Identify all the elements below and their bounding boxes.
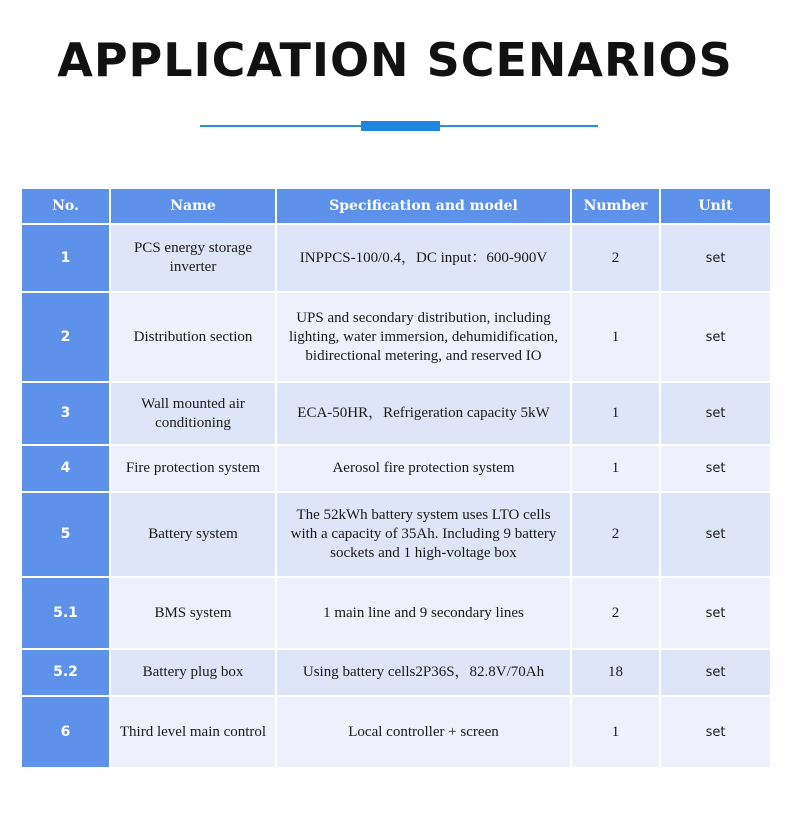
- row-name: Battery plug box: [110, 649, 276, 696]
- row-no: 6: [21, 696, 110, 768]
- table-row: [21, 577, 771, 649]
- row-number: 1: [571, 445, 660, 492]
- row-no: 5.1: [21, 577, 110, 649]
- title-divider-accent: [361, 121, 440, 131]
- table-row: [21, 292, 771, 382]
- row-unit: set: [660, 445, 771, 492]
- row-name: Distribution section: [110, 292, 276, 382]
- row-name: PCS energy storage inverter: [110, 224, 276, 292]
- row-number: 18: [571, 649, 660, 696]
- row-name: Battery system: [110, 492, 276, 577]
- header-name: Name: [110, 188, 276, 224]
- row-number: 1: [571, 292, 660, 382]
- row-number: 1: [571, 382, 660, 445]
- row-spec: Using battery cells2P36S，82.8V/70Ah: [276, 649, 571, 696]
- row-unit: set: [660, 492, 771, 577]
- table-row: [21, 696, 771, 768]
- row-no: 4: [21, 445, 110, 492]
- row-unit: set: [660, 649, 771, 696]
- row-name: BMS system: [110, 577, 276, 649]
- header-number: Number: [571, 188, 660, 224]
- row-number: 2: [571, 224, 660, 292]
- row-spec: INPPCS-100/0.4，DC input：600-900V: [276, 224, 571, 292]
- table-row: [21, 649, 771, 696]
- specification-table: [20, 187, 772, 769]
- row-name: Fire protection system: [110, 445, 276, 492]
- header-unit: Unit: [660, 188, 771, 224]
- row-spec: Aerosol fire protection system: [276, 445, 571, 492]
- row-no: 5.2: [21, 649, 110, 696]
- row-no: 5: [21, 492, 110, 577]
- table-row: [21, 382, 771, 445]
- row-name: Wall mounted air conditioning: [110, 382, 276, 445]
- row-unit: set: [660, 577, 771, 649]
- table-row: [21, 224, 771, 292]
- row-no: 3: [21, 382, 110, 445]
- table-header-row: [21, 188, 771, 224]
- header-no: No.: [21, 188, 110, 224]
- row-unit: set: [660, 292, 771, 382]
- table-row: [21, 492, 771, 577]
- row-number: 1: [571, 696, 660, 768]
- row-number: 2: [571, 577, 660, 649]
- row-no: 1: [21, 224, 110, 292]
- row-number: 2: [571, 492, 660, 577]
- row-name: Third level main control: [110, 696, 276, 768]
- row-spec: Local controller + screen: [276, 696, 571, 768]
- row-spec: UPS and secondary distribution, including lighting, water immersion, dehumidification, bidirectional metering, and reserved IO: [276, 292, 571, 382]
- row-unit: set: [660, 382, 771, 445]
- row-spec: The 52kWh battery system uses LTO cells with a capacity of 35Ah. Including 9 battery sockets and 1 high-voltage box: [276, 492, 571, 577]
- page-title: APPLICATION SCENARIOS: [57, 33, 733, 87]
- row-spec: 1 main line and 9 secondary lines: [276, 577, 571, 649]
- row-no: 2: [21, 292, 110, 382]
- row-spec: ECA-50HR，Refrigeration capacity 5kW: [276, 382, 571, 445]
- table-row: [21, 445, 771, 492]
- row-unit: set: [660, 224, 771, 292]
- row-unit: set: [660, 696, 771, 768]
- header-spec: Specification and model: [276, 188, 571, 224]
